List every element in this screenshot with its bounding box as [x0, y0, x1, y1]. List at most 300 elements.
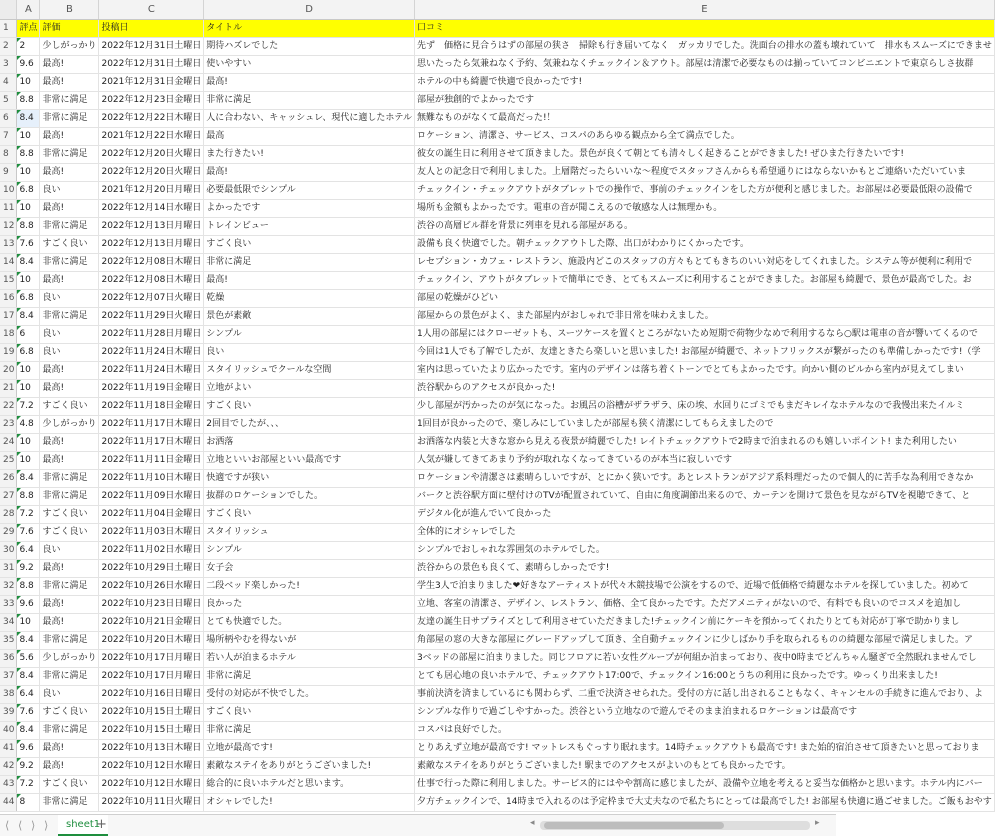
cell-title[interactable]: 最高!	[204, 163, 415, 181]
cell-review[interactable]: 1人用の部屋にはクローゼットも、スーツケースを置くところがないため短期で荷物少なめで利用するなら○駅は電車の音が響いてくるので	[414, 325, 994, 343]
cell-review[interactable]: デジタル化が進んでいて良かった	[414, 505, 994, 523]
cell-score[interactable]: 7.2	[17, 775, 40, 793]
cell-title[interactable]: 若い人が泊まるホテル	[204, 649, 415, 667]
cell-date[interactable]: 2022年12月31日土曜日	[99, 55, 204, 73]
cell-rating[interactable]: 少しがっかり	[40, 649, 99, 667]
row-number[interactable]: 28	[0, 505, 17, 523]
cell-review[interactable]: 角部屋の窓の大きな部屋にグレードアップして頂き、全自動チェックインに少しばかり手を取られるものの綺麗な部屋で満足しました。ア	[414, 631, 994, 649]
header-cell-review[interactable]: 口コミ	[414, 19, 994, 37]
cell-date[interactable]: 2021年12月22日水曜日	[99, 127, 204, 145]
cell-score[interactable]: 8.4	[17, 253, 40, 271]
cell-date[interactable]: 2022年10月17日月曜日	[99, 649, 204, 667]
cell-review[interactable]: 部屋の乾燥がひどい	[414, 289, 994, 307]
cell-title[interactable]: 女子会	[204, 559, 415, 577]
cell-rating[interactable]: すごく良い	[40, 775, 99, 793]
cell-title[interactable]: 快適ですが狭い	[204, 469, 415, 487]
grid-body	[0, 19, 994, 811]
cell-date[interactable]: 2022年10月20日木曜日	[99, 631, 204, 649]
cell-review[interactable]: 人気が嫌してきてあまり予約が取れなくなってきているのが本当に寂しいです	[414, 451, 994, 469]
cell-review[interactable]: シンプルでおしゃれな雰囲気のホテルでした。	[414, 541, 994, 559]
column-header-d[interactable]: D	[204, 0, 415, 19]
cell-date[interactable]: 2021年12月31日金曜日	[99, 73, 204, 91]
cell-score[interactable]: 8.4	[17, 667, 40, 685]
cell-score[interactable]: 5.6	[17, 649, 40, 667]
table-row	[0, 379, 994, 397]
cell-score[interactable]: 7.6	[17, 235, 40, 253]
row-number[interactable]: 9	[0, 163, 17, 181]
cell-score[interactable]: 2	[17, 37, 40, 55]
cell-title[interactable]: 二段ベッド楽しかった!	[204, 577, 415, 595]
cell-date[interactable]: 2022年12月22日木曜日	[99, 109, 204, 127]
cell-review[interactable]: 渋谷駅からのアクセスが良かった!	[414, 379, 994, 397]
row-number[interactable]: 16	[0, 289, 17, 307]
cell-date[interactable]: 2022年12月13日月曜日	[99, 217, 204, 235]
cell-review[interactable]: 室内は思っていたより広かったです。室内のデザインは落ち着くトーンでとてもよかったです。向かい側のビルから室内が見えてしまい	[414, 361, 994, 379]
scroll-right-icon[interactable]: ▸	[815, 818, 820, 828]
plus-icon[interactable]: +	[96, 817, 107, 832]
cell-score[interactable]: 7.2	[17, 505, 40, 523]
cell-score[interactable]: 9.2	[17, 757, 40, 775]
cell-review[interactable]: とりあえず立地が最高です! マットレスもぐっすり眠れます。14時チェックアウトも最高です! また始的宿泊させて頂きたいと思っておりま	[414, 739, 994, 757]
cell-title[interactable]: 良い	[204, 343, 415, 361]
cell-score[interactable]: 10	[17, 613, 40, 631]
cell-review[interactable]: チェックイン・チェックアウトがタブレットでの操作で、事前のチェックインをした方が便利と感じました。お部屋は必要最低限の設備で	[414, 181, 994, 199]
cell-review[interactable]: 学生3人で泊まりました❤好きなアーティストが代々木競技場で公演をするので、近場で低価格で綺麗なホテルを探していました。初めて	[414, 577, 994, 595]
select-all-corner[interactable]	[0, 0, 17, 19]
cell-score[interactable]: 6.4	[17, 685, 40, 703]
header-cell-rating[interactable]: 評価	[40, 19, 99, 37]
cell-review[interactable]: 部屋からの景色がよく、また部屋内がおしゃれで非日常を味わえました。	[414, 307, 994, 325]
cell-score[interactable]: 10	[17, 127, 40, 145]
next-sheet-icon[interactable]: ⟩	[31, 819, 36, 832]
cell-score[interactable]: 8.8	[17, 217, 40, 235]
table-row	[0, 325, 994, 343]
cell-date[interactable]: 2022年12月31日土曜日	[99, 37, 204, 55]
cell-title[interactable]: 非常に満足	[204, 721, 415, 739]
cell-rating[interactable]: 少しがっかり	[40, 415, 99, 433]
cell-date[interactable]: 2021年12月20日月曜日	[99, 181, 204, 199]
scrollbar-thumb[interactable]	[544, 822, 724, 829]
cell-score[interactable]: 8.4	[17, 631, 40, 649]
cell-rating[interactable]: 少しがっかり	[40, 37, 99, 55]
cell-review[interactable]: 渋谷の高層ビル群を背景に列車を見れる部屋がある。	[414, 217, 994, 235]
cell-review[interactable]: 思いたったら気兼ねなく予約、気兼ねなくチェックイン＆アウト。部屋は清潔で必要なものは揃っていてコンビニエントで東京らしさ抜群	[414, 55, 994, 73]
table-row	[0, 235, 994, 253]
cell-rating[interactable]: 最高!	[40, 379, 99, 397]
cell-review[interactable]: 立地、客室の清潔さ、デザイン、レストラン、価格、全て良かったです。ただアメニティがないので、有料でも良いのでコスメを追加し	[414, 595, 994, 613]
horizontal-scrollbar[interactable]	[540, 821, 810, 830]
cell-date[interactable]: 2022年11月29日火曜日	[99, 307, 204, 325]
table-row	[0, 721, 994, 739]
cell-date[interactable]: 2022年11月09日水曜日	[99, 487, 204, 505]
cell-title[interactable]: 立地が最高です!	[204, 739, 415, 757]
cell-rating[interactable]: 非常に満足	[40, 631, 99, 649]
cell-review[interactable]: 3ベッドの部屋に泊まりました。同じフロアに若い女性グループが何組か泊まっており、夜中0時までどんちゃん騒ぎで全然眠れませんでし	[414, 649, 994, 667]
table-row	[0, 343, 994, 361]
cell-score[interactable]: 7.6	[17, 523, 40, 541]
row-number[interactable]: 2	[0, 37, 17, 55]
table-row	[0, 559, 994, 577]
cell-review[interactable]: 友達の誕生日サプライズとして利用させていただきました!チェックイン前にケーキを預かってくれたりとても対応が丁寧で助かりまし	[414, 613, 994, 631]
cell-title[interactable]: 非常に満足	[204, 667, 415, 685]
cell-rating[interactable]: 良い	[40, 343, 99, 361]
row-number[interactable]: 43	[0, 775, 17, 793]
cell-rating[interactable]: 良い	[40, 289, 99, 307]
cell-date[interactable]: 2022年12月13日月曜日	[99, 235, 204, 253]
cell-rating[interactable]: 最高!	[40, 451, 99, 469]
column-header-c[interactable]: C	[99, 0, 204, 19]
cell-title[interactable]: とても快適でした。	[204, 613, 415, 631]
row-number[interactable]: 12	[0, 217, 17, 235]
cell-rating[interactable]: 最高!	[40, 559, 99, 577]
cell-date[interactable]: 2022年10月17日月曜日	[99, 667, 204, 685]
cell-date[interactable]: 2022年12月20日火曜日	[99, 145, 204, 163]
cell-score[interactable]: 8	[17, 793, 40, 811]
row-number[interactable]: 6	[0, 109, 17, 127]
cell-rating[interactable]: 非常に満足	[40, 91, 99, 109]
cell-review[interactable]: 彼女の誕生日に利用させて頂きました。景色が良くて朝とても清々しく起きることができました! ぜひまた行きたいです!	[414, 145, 994, 163]
cell-review[interactable]: 少し部屋が汚かったのが気になった。お風呂の浴槽がザラザラ、床の埃、水回りにゴミでもまだキレイなホテルなので我慢出来たイルミ	[414, 397, 994, 415]
column-header-a[interactable]: A	[17, 0, 40, 19]
cell-review[interactable]: 事前決済を済ましているにも関わらず、二重で決済させられた。受付の方に話し出されることもなく、キャンセルの手続きに進んでおり、よ	[414, 685, 994, 703]
cell-date[interactable]: 2022年10月15日土曜日	[99, 721, 204, 739]
cell-score[interactable]: 8.4	[17, 307, 40, 325]
row-number[interactable]: 38	[0, 685, 17, 703]
cell-rating[interactable]: 非常に満足	[40, 487, 99, 505]
cell-review[interactable]: 場所も金額もよかったです。電車の音が聞こえるので敏感な人は無理かも。	[414, 199, 994, 217]
cell-rating[interactable]: 非常に満足	[40, 253, 99, 271]
row-number[interactable]: 23	[0, 415, 17, 433]
cell-date[interactable]: 2022年11月19日金曜日	[99, 379, 204, 397]
row-number[interactable]: 20	[0, 361, 17, 379]
cell-date[interactable]: 2022年10月21日金曜日	[99, 613, 204, 631]
cell-date[interactable]: 2022年11月18日金曜日	[99, 397, 204, 415]
row-number[interactable]: 30	[0, 541, 17, 559]
cell-date[interactable]: 2022年11月10日木曜日	[99, 469, 204, 487]
cell-rating[interactable]: 最高!	[40, 127, 99, 145]
cell-score[interactable]: 7.2	[17, 397, 40, 415]
cell-rating[interactable]: すごく良い	[40, 505, 99, 523]
cell-review[interactable]: 無難なものがなくて最高だった!！	[414, 109, 994, 127]
column-header-b[interactable]: B	[40, 0, 99, 19]
cell-rating[interactable]: 非常に満足	[40, 469, 99, 487]
cell-date[interactable]: 2022年11月24日木曜日	[99, 343, 204, 361]
cell-date[interactable]: 2022年10月16日日曜日	[99, 685, 204, 703]
cell-rating[interactable]: 最高!	[40, 739, 99, 757]
cell-title[interactable]: 非常に満足	[204, 253, 415, 271]
cell-score[interactable]: 10	[17, 361, 40, 379]
cell-date[interactable]: 2022年11月28日月曜日	[99, 325, 204, 343]
cell-title[interactable]: すごく良い	[204, 703, 415, 721]
column-header-row	[0, 0, 994, 19]
column-header-e[interactable]: E	[414, 0, 994, 19]
table-row	[0, 505, 994, 523]
cell-title[interactable]: 最高!	[204, 73, 415, 91]
cell-score[interactable]: 10	[17, 271, 40, 289]
cell-rating[interactable]: 最高!	[40, 271, 99, 289]
header-cell-title[interactable]: タイトル	[204, 19, 415, 37]
cell-date[interactable]: 2022年10月12日水曜日	[99, 757, 204, 775]
cell-rating[interactable]: すごく良い	[40, 703, 99, 721]
table-row	[0, 487, 994, 505]
row-number[interactable]: 42	[0, 757, 17, 775]
cell-title[interactable]: 必要最低限でシンプル	[204, 181, 415, 199]
row-number[interactable]: 32	[0, 577, 17, 595]
first-sheet-icon[interactable]: ⟨	[5, 819, 10, 832]
cell-date[interactable]: 2022年12月08日木曜日	[99, 271, 204, 289]
cell-review[interactable]: 素敵なステイをありがとうございました! 駅までのアクセスがよいのもとても良かったです。	[414, 757, 994, 775]
row-number[interactable]: 7	[0, 127, 17, 145]
cell-score[interactable]: 6.8	[17, 181, 40, 199]
cell-title[interactable]: 使いやすい	[204, 55, 415, 73]
cell-score[interactable]: 8.4	[17, 721, 40, 739]
cell-title[interactable]: 2回目でしたが、、、	[204, 415, 415, 433]
cell-date[interactable]: 2022年10月15日土曜日	[99, 703, 204, 721]
cell-date[interactable]: 2022年10月13日木曜日	[99, 739, 204, 757]
cell-title[interactable]: 素敵なステイをありがとうございました!	[204, 757, 415, 775]
cell-date[interactable]: 2022年10月11日火曜日	[99, 793, 204, 811]
cell-title[interactable]: シンプル	[204, 541, 415, 559]
cell-review[interactable]: 今回は1人でも了解でしたが、友達ときたら楽しいと思いました! お部屋が綺麗で、ネットフリックスが繋がったのも準備しかったです!（学	[414, 343, 994, 361]
cell-date[interactable]: 2022年10月12日水曜日	[99, 775, 204, 793]
cell-rating[interactable]: 良い	[40, 181, 99, 199]
cell-rating[interactable]: 最高!	[40, 433, 99, 451]
cell-title[interactable]: すごく良い	[204, 505, 415, 523]
cell-title[interactable]: 人に合わない、キャッシュレ、現代に適したホテル	[204, 109, 415, 127]
cell-review[interactable]: 部屋が独創的でよかったです	[414, 91, 994, 109]
row-number[interactable]: 41	[0, 739, 17, 757]
cell-date[interactable]: 2022年11月02日水曜日	[99, 541, 204, 559]
row-number[interactable]: 14	[0, 253, 17, 271]
cell-title[interactable]: 非常に満足	[204, 91, 415, 109]
cell-rating[interactable]: 良い	[40, 325, 99, 343]
row-number[interactable]: 17	[0, 307, 17, 325]
table-row	[0, 415, 994, 433]
row-number[interactable]: 37	[0, 667, 17, 685]
row-number[interactable]: 24	[0, 433, 17, 451]
cell-review[interactable]: シンプルな作りで過ごしやすかった。渋谷という立地なので遊んでそのまま泊まれるロケーションは最高です	[414, 703, 994, 721]
row-number[interactable]: 5	[0, 91, 17, 109]
row-number[interactable]: 34	[0, 613, 17, 631]
cell-title[interactable]: 最高	[204, 127, 415, 145]
cell-review[interactable]: 渋谷からの景色も良くて、素晴らしかったです!	[414, 559, 994, 577]
cell-rating[interactable]: 非常に満足	[40, 217, 99, 235]
cell-date[interactable]: 2022年11月03日木曜日	[99, 523, 204, 541]
cell-rating[interactable]: 非常に満足	[40, 109, 99, 127]
row-number[interactable]: 11	[0, 199, 17, 217]
row-number[interactable]: 3	[0, 55, 17, 73]
row-number[interactable]: 33	[0, 595, 17, 613]
table-row	[0, 181, 994, 199]
cell-rating[interactable]: 最高!	[40, 73, 99, 91]
cell-score[interactable]: 10	[17, 379, 40, 397]
cell-rating[interactable]: 非常に満足	[40, 145, 99, 163]
cell-score[interactable]: 10	[17, 433, 40, 451]
cell-date[interactable]: 2022年11月24日木曜日	[99, 361, 204, 379]
cell-score[interactable]: 4.8	[17, 415, 40, 433]
cell-title[interactable]: 乾燥	[204, 289, 415, 307]
table-row	[0, 685, 994, 703]
cell-rating[interactable]: 最高!	[40, 55, 99, 73]
row-number[interactable]: 18	[0, 325, 17, 343]
cell-title[interactable]: スタイリッシュ	[204, 523, 415, 541]
cell-date[interactable]: 2022年12月23日金曜日	[99, 91, 204, 109]
cell-rating[interactable]: 最高!	[40, 361, 99, 379]
row-number[interactable]: 21	[0, 379, 17, 397]
cell-rating[interactable]: 良い	[40, 685, 99, 703]
cell-date[interactable]: 2022年11月17日木曜日	[99, 433, 204, 451]
cell-title[interactable]: 景色が素敵	[204, 307, 415, 325]
cell-date[interactable]: 2022年11月11日金曜日	[99, 451, 204, 469]
cell-review[interactable]: 全体的にオシャレでした	[414, 523, 994, 541]
cell-rating[interactable]: 最高!	[40, 163, 99, 181]
row-number[interactable]: 40	[0, 721, 17, 739]
cell-rating[interactable]: 最高!	[40, 757, 99, 775]
cell-rating[interactable]: すごく良い	[40, 523, 99, 541]
scroll-left-icon[interactable]: ◂	[530, 818, 535, 828]
row-number[interactable]: 26	[0, 469, 17, 487]
table-row	[0, 631, 994, 649]
cell-title[interactable]: オシャレでした!	[204, 793, 415, 811]
cell-date[interactable]: 2022年12月14日水曜日	[99, 199, 204, 217]
row-number[interactable]: 8	[0, 145, 17, 163]
row-number[interactable]: 29	[0, 523, 17, 541]
table-row	[0, 37, 994, 55]
cell-score[interactable]: 10	[17, 163, 40, 181]
cell-title[interactable]: 抜群のロケーションでした。	[204, 487, 415, 505]
cell-review[interactable]: ロケーションや清潔さは素晴らしいですが、とにかく狭いです。あとレストランがアジア系料理だったので個人的に苦手な為利用できなか	[414, 469, 994, 487]
cell-rating[interactable]: 最高!	[40, 199, 99, 217]
cell-score[interactable]: 10	[17, 199, 40, 217]
cell-rating[interactable]: 最高!	[40, 613, 99, 631]
cell-score[interactable]: 6	[17, 325, 40, 343]
cell-date[interactable]: 2022年12月08日木曜日	[99, 253, 204, 271]
row-number[interactable]: 4	[0, 73, 17, 91]
cell-review[interactable]: 1回目が良かったので、楽しみにしていましたが部屋も狭く清潔にしてもらえましたので	[414, 415, 994, 433]
cell-title[interactable]: また行きたい!	[204, 145, 415, 163]
cell-date[interactable]: 2022年10月29日土曜日	[99, 559, 204, 577]
row-number[interactable]: 39	[0, 703, 17, 721]
cell-review[interactable]: ロケーション、清潔さ、サービス、コスパのあらゆる観点から全て満点でした。	[414, 127, 994, 145]
cell-review[interactable]: レセプション・カフェ・レストラン、施設内どこのスタッフの方々もとてもきちのいい対応をしてくれました。システム等が便利に利用で	[414, 253, 994, 271]
cell-rating[interactable]: 非常に満足	[40, 793, 99, 811]
row-number[interactable]: 31	[0, 559, 17, 577]
cell-title[interactable]: 立地といいお部屋といい最高です	[204, 451, 415, 469]
cell-title[interactable]: すごく良い	[204, 235, 415, 253]
last-sheet-icon[interactable]: ⟩	[44, 819, 49, 832]
cell-review[interactable]: とても居心地の良いホテルで、チェックアウト17:00で、チェックイン16:00とうちの利用に良かったです。ゆっくり出来ました!	[414, 667, 994, 685]
table-row	[0, 523, 994, 541]
cell-review[interactable]: ホテルの中も綺麗で快適で良かったです!	[414, 73, 994, 91]
row-number[interactable]: 13	[0, 235, 17, 253]
row-number[interactable]: 15	[0, 271, 17, 289]
cell-review[interactable]: バークと渋谷駅方面に壁付けのTVが配置されていて、自由に角度調節出来るので、カーテンを開けて景色を見ながらTVを視聴できて、と	[414, 487, 994, 505]
cell-rating[interactable]: 非常に満足	[40, 721, 99, 739]
header-cell-date[interactable]: 投稿日	[99, 19, 204, 37]
cell-score[interactable]: 10	[17, 451, 40, 469]
cell-score[interactable]: 8.4	[17, 469, 40, 487]
cell-score[interactable]: 8.8	[17, 487, 40, 505]
cell-date[interactable]: 2022年12月20日火曜日	[99, 163, 204, 181]
cell-date[interactable]: 2022年11月17日木曜日	[99, 415, 204, 433]
header-row	[0, 19, 994, 37]
cell-date[interactable]: 2022年12月07日火曜日	[99, 289, 204, 307]
cell-score[interactable]: 9.6	[17, 739, 40, 757]
cell-score[interactable]: 6.4	[17, 541, 40, 559]
cell-date[interactable]: 2022年11月04日金曜日	[99, 505, 204, 523]
cell-title[interactable]: 良かった	[204, 595, 415, 613]
cell-review[interactable]: お洒落な内装と大きな窓から見える夜景が綺麗でした! レイトチェックアウトで2時まで泊まれるのも嬉しいポイント! また利用したい	[414, 433, 994, 451]
cell-title[interactable]: スタイリッシュでクールな空間	[204, 361, 415, 379]
cell-score[interactable]: 9.6	[17, 595, 40, 613]
table-row	[0, 217, 994, 235]
cell-score[interactable]: 7.6	[17, 703, 40, 721]
cell-title[interactable]: シンプル	[204, 325, 415, 343]
row-number[interactable]: 27	[0, 487, 17, 505]
tab-sheet1[interactable]: sheet1	[58, 815, 108, 836]
row-number[interactable]: 35	[0, 631, 17, 649]
cell-review[interactable]: 夕方チェックインで、14時まで入れるのは予定枠まで大丈夫なので私たちにとっては最高でした! お部屋も快適に過ごせました。ご飯もおやす	[414, 793, 994, 811]
cell-rating[interactable]: 最高!	[40, 595, 99, 613]
cell-review[interactable]: コスパは良好でした。	[414, 721, 994, 739]
cell-score[interactable]: 8.8	[17, 145, 40, 163]
cell-review[interactable]: 友人との記念日で利用しました。上層階だったらいいな〜程度でスタッフさんからも希望通りにはならないかもとご連絡いただいていま	[414, 163, 994, 181]
cell-title[interactable]: お洒落	[204, 433, 415, 451]
cell-score[interactable]: 10	[17, 73, 40, 91]
cell-title[interactable]: すごく良い	[204, 397, 415, 415]
cell-score[interactable]: 6.8	[17, 289, 40, 307]
cell-rating[interactable]: すごく良い	[40, 397, 99, 415]
cell-date[interactable]: 2022年10月23日日曜日	[99, 595, 204, 613]
cell-title[interactable]: 総合的に良いホテルだと思います。	[204, 775, 415, 793]
cell-title[interactable]: 立地がよい	[204, 379, 415, 397]
table-row	[0, 757, 994, 775]
cell-rating[interactable]: 非常に満足	[40, 577, 99, 595]
cell-rating[interactable]: 非常に満足	[40, 307, 99, 325]
cell-score[interactable]: 9.2	[17, 559, 40, 577]
header-cell-score[interactable]: 評点	[17, 19, 40, 37]
cell-title[interactable]: トレインビュー	[204, 217, 415, 235]
cell-title[interactable]: 受付の対応が不快でした。	[204, 685, 415, 703]
prev-sheet-icon[interactable]: ⟨	[18, 819, 23, 832]
row-number[interactable]: 25	[0, 451, 17, 469]
row-number[interactable]: 22	[0, 397, 17, 415]
cell-score[interactable]: 9.6	[17, 55, 40, 73]
cell-review[interactable]: 設備も良く快適でした。朝チェックアウトした際、出口がわかりにくかったです。	[414, 235, 994, 253]
cell-score[interactable]: 6.8	[17, 343, 40, 361]
cell-review[interactable]: チェックイン、アウトがタブレットで簡単にでき、とてもスムーズに利用することができました。お部屋も綺麗で、景色が最高でした。お	[414, 271, 994, 289]
table-row	[0, 55, 994, 73]
cell-title[interactable]: 最高!	[204, 271, 415, 289]
cell-review[interactable]: 仕事で行った際に利用しました。サービス的にはやや割高に感じましたが、設備や立地を考えると妥当な価格かと思います。ホテル内にバー	[414, 775, 994, 793]
cell-date[interactable]: 2022年10月26日水曜日	[99, 577, 204, 595]
cell-score[interactable]: 8.8	[17, 91, 40, 109]
cell-title[interactable]: 期待ハズレでした	[204, 37, 415, 55]
row-number[interactable]: 19	[0, 343, 17, 361]
row-number[interactable]: 44	[0, 793, 17, 811]
row-number[interactable]: 36	[0, 649, 17, 667]
cell-title[interactable]: 場所柄やむを得ないが	[204, 631, 415, 649]
cell-rating[interactable]: 非常に満足	[40, 667, 99, 685]
row-number[interactable]: 1	[0, 19, 17, 37]
row-number[interactable]: 10	[0, 181, 17, 199]
cell-score[interactable]: 8.4	[17, 109, 40, 127]
cell-score[interactable]: 8.8	[17, 577, 40, 595]
cell-rating[interactable]: すごく良い	[40, 235, 99, 253]
cell-rating[interactable]: 良い	[40, 541, 99, 559]
cell-review[interactable]: 先ず 価格に見合うはずの部屋の狭さ 掃除も行き届いてなく ガッカリでした。洗面台の排水の蓋も壊れていて 排水もスムーズにできませ	[414, 37, 994, 55]
cell-title[interactable]: よかったです	[204, 199, 415, 217]
